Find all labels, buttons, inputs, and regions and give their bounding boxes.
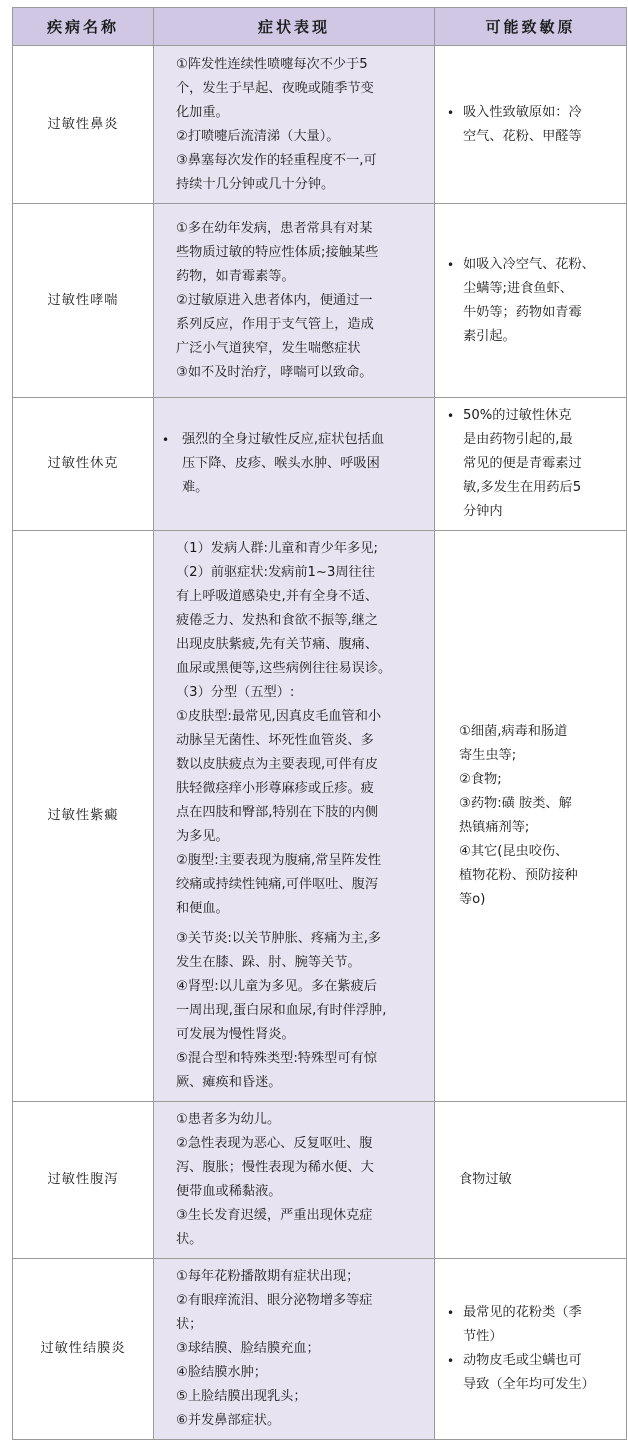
symptom-line: ⑥并发鼻部症状。 [176, 1413, 281, 1428]
symptom-line: 有上呼吸道感染史,并有全身不适、 [176, 589, 379, 604]
header-row [13, 8, 627, 46]
disease-name: 过敏性腹泻 [13, 1102, 154, 1259]
symptom-line: ③鼻塞每次发作的轻重程度不一,可 [176, 152, 377, 168]
allergen-line: 敏,多发生在用药后5 [463, 480, 582, 495]
symptom-line: ③球结膜、脸结膜充血； [176, 1341, 320, 1356]
symptom-line: 便带血或稀黏液。 [176, 1184, 282, 1199]
symptom-line: ③如不及时治疗，哮喘可以致命。 [176, 364, 373, 380]
allergen-line: 食物过敏 [459, 1172, 512, 1187]
bullet-icon: • [447, 105, 455, 120]
symptom-line: 泻、腹胀；慢性表现为稀水便、大 [176, 1160, 374, 1175]
symptom-line: 发生在膝、跺、肘、腕等关节。 [176, 955, 361, 970]
symptom-line: 化加重。 [176, 104, 229, 120]
allergen-line: 如吸入冷空气、花粉、 [463, 256, 595, 272]
disease-name: 过敏性休克 [13, 398, 154, 531]
allergen-line: ①细菌,病毒和肠道 [459, 724, 568, 739]
symptom-line: ②打喷嚏后流清涕（大量）。 [176, 128, 340, 144]
allergen-line: 动物皮毛或尘螨也可 [463, 1353, 582, 1368]
symptom-line: 血尿或黑便等,这些病例往往易误诊。 [176, 661, 392, 676]
symptom-line: ②有眼痒流泪、眼分泌物增多等症 [176, 1293, 373, 1308]
symptom-line: 出现皮肤紫疲,先有关节痛、腹痛、 [176, 637, 379, 652]
symptom-line: 难。 [182, 480, 209, 495]
allergen-item [447, 101, 618, 149]
symptom-line: 肤轻微痉痒小形尊麻疹或丘疹。疲 [176, 781, 374, 796]
allergen-line: 最常见的花粉类（季 [463, 1305, 582, 1320]
allergen-item [447, 404, 618, 524]
symptom-cell [154, 1259, 435, 1440]
symptom-line: 状； [176, 1317, 203, 1332]
table-row [13, 204, 627, 398]
symptom-line: 广泛小气道狭窄，发生喘憋症状 [176, 340, 361, 356]
allergen-item [447, 1301, 618, 1349]
symptom-line: 数以皮肤疲点为主要表现,可伴有皮 [176, 757, 379, 772]
symptom-cell [154, 531, 435, 1102]
header-disease-name: 疾病名称 [13, 8, 154, 46]
allergen-line: 植物花粉、预防接种 [459, 868, 578, 883]
symptom-line: 可发展为慢性肾炎。 [176, 1027, 295, 1042]
allergen-cell [435, 531, 627, 1102]
header-allergens: 可能致敏原 [435, 8, 627, 46]
symptom-line: ④肾型:以儿童为多见。多在紫疲后 [176, 979, 377, 994]
table-row [13, 1259, 627, 1440]
allergen-line: 吸入性致敏原如：冷 [463, 104, 582, 120]
symptom-line: （1）发病人群:儿童和青少年多见; [176, 541, 378, 556]
symptom-line: 疲倦乏力、发热和食欲不振等,继之 [176, 613, 379, 628]
allergen-line: ②食物; [459, 772, 502, 787]
symptom-cell [154, 1102, 435, 1259]
bullet-icon: • [447, 257, 455, 272]
allergen-line: 尘螨等;进食鱼虾、 [463, 280, 573, 296]
symptom-line: ③关节炎:以关节肿胀、疼痛为主,多 [176, 931, 382, 946]
symptom-cell [154, 398, 435, 531]
symptom-item [162, 428, 424, 500]
bullet-icon: • [447, 1306, 455, 1320]
symptom-line: 状。 [176, 1232, 203, 1247]
allergen-line: 分钟内 [463, 504, 503, 519]
disease-name: 过敏性结膜炎 [13, 1259, 154, 1440]
table-row [13, 531, 627, 1102]
disease-name: 过敏性哮喘 [13, 204, 154, 398]
symptom-cell [154, 204, 435, 398]
symptom-line: 压下降、皮疹、喉头水肿、呼吸困 [182, 456, 380, 471]
bullet-icon: • [447, 409, 455, 423]
symptom-line: 系列反应，作用于支气管上，造成 [176, 316, 374, 332]
allergy-table [12, 7, 627, 1440]
bullet-icon: • [447, 1354, 455, 1368]
symptom-line: ①多在幼年发病，患者常具有对某 [176, 220, 373, 236]
allergen-line: 常见的便是青霉素过 [463, 456, 582, 471]
allergen-line: 等o) [459, 892, 486, 907]
symptom-line: ②急性表现为恶心、反复呕吐、腹 [176, 1136, 373, 1151]
symptom-line: ②过敏原进入患者体内，便通过一 [176, 292, 373, 308]
symptom-line: 点在四肢和臀部,特别在下肢的内侧 [176, 805, 379, 820]
disease-name: 过敏性鼻炎 [13, 46, 154, 204]
allergen-line: 寄生虫等; [459, 748, 517, 763]
symptom-line: 个，发生于早起、夜晚或随季节变 [176, 80, 374, 96]
symptom-line: ③生长发育迟缓，严重出现休克症 [176, 1208, 373, 1223]
symptom-line: （2）前驱症状:发病前1~3周往往 [176, 565, 375, 580]
symptom-line: 些物质过敏的特应性体质;接触某些 [176, 244, 379, 260]
symptom-line: ①每年花粉播散期有症状出现； [176, 1269, 360, 1284]
symptom-line: 厥、瘫痪和昏迷。 [176, 1075, 282, 1090]
allergen-line: 50%的过敏性休克 [463, 408, 572, 423]
allergen-line: 是由药物引起的,最 [463, 432, 573, 447]
disease-name: 过敏性紫癜 [13, 531, 154, 1102]
table-row [13, 398, 627, 531]
symptom-line: 强烈的全身过敏性反应,症状包括血 [182, 432, 385, 447]
allergen-cell [435, 1259, 627, 1440]
symptom-line: ①皮肤型:最常见,因真皮毛血管和小 [176, 709, 382, 724]
symptom-line: ①患者多为幼儿。 [176, 1112, 281, 1127]
symptom-line: （3）分型（五型）: [176, 685, 295, 700]
symptom-line: 绞痛或持续性钝痛,可伴呕吐、腹泻 [176, 877, 379, 892]
symptom-line: 药物，如青霉素等。 [176, 268, 295, 284]
allergen-item [447, 253, 618, 349]
allergen-line: 导致（全年均可发生） [463, 1377, 595, 1392]
symptom-line: 一周出现,蛋白尿和血尿,有时伴浮肿, [176, 1003, 387, 1018]
bullet-icon: • [162, 433, 170, 447]
allergen-cell [435, 204, 627, 398]
table-row [13, 1102, 627, 1259]
symptom-line: ①阵发性连续性喷嚏每次不少于5 [176, 56, 368, 72]
header-symptoms: 症状表现 [154, 8, 435, 46]
symptom-line: 和便血。 [176, 901, 229, 916]
symptom-line: 持续十几分钟或几十分钟。 [176, 176, 335, 192]
symptom-cell [154, 46, 435, 204]
allergen-item [447, 1349, 618, 1397]
allergen-line: 牛奶等；药物如青霉 [463, 304, 582, 320]
allergen-line: 空气、花粉、甲醛等 [463, 128, 582, 144]
allergen-line: ③药物:磺 胺类、解 [459, 796, 572, 811]
symptom-line: 为多见。 [176, 829, 229, 844]
allergen-line: 节性） [463, 1329, 503, 1344]
allergen-cell [435, 398, 627, 531]
symptom-line: ⑤混合型和特殊类型:特殊型可有惊 [176, 1051, 377, 1066]
allergen-line: 热镇痛剂等; [459, 820, 530, 835]
symptom-line: ②腹型:主要表现为腹痛,常呈阵发性 [176, 853, 382, 868]
symptom-line: ④脸结膜水肿； [176, 1365, 267, 1380]
allergen-cell [435, 1102, 627, 1259]
allergen-line: 素引起。 [463, 328, 516, 344]
symptom-line: 动脉呈无菌性、坏死性血管炎、多 [176, 733, 374, 748]
table-row [13, 46, 627, 204]
allergen-line: ④其它(昆虫咬伤、 [459, 844, 569, 859]
allergen-cell [435, 46, 627, 204]
symptom-line: ⑤上脸结膜出现乳头； [176, 1389, 307, 1404]
